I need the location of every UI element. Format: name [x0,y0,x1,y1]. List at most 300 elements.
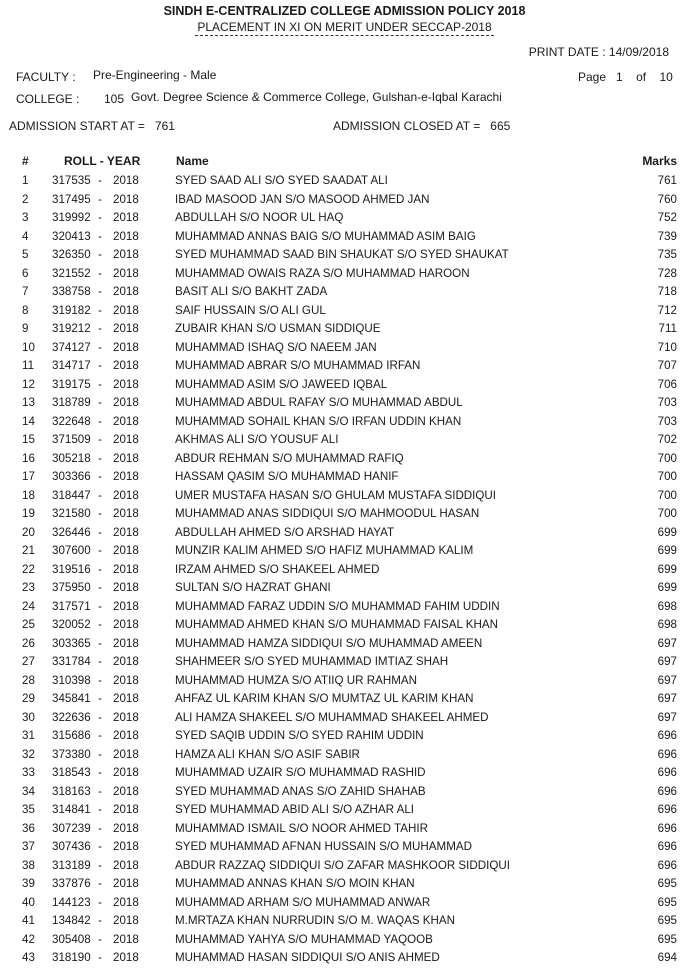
student-marks: 696 [657,784,677,798]
student-name: MUHAMMAD ISHAQ S/O NAEEM JAN [175,340,377,354]
student-name: HASSAM QASIM S/O MUHAMMAD HANIF [175,470,399,483]
row-number: 10 [22,340,35,354]
roll-year: 2018 [113,433,139,446]
column-header-marks: Marks [642,154,677,168]
student-name: SAIF HUSSAIN S/O ALI GUL [175,303,326,317]
roll-year: 2018 [113,710,139,724]
student-marks: 718 [657,285,677,298]
roll-number: 321580 [52,507,91,520]
roll-number: 318543 [52,766,91,779]
student-marks: 735 [657,248,677,261]
student-marks: 698 [657,618,677,631]
student-marks: 699 [657,562,677,576]
roll-year-separator: - [98,673,102,687]
roll-year-separator: - [98,858,102,872]
student-name: SULTAN S/O HAZRAT GHANI [175,581,331,594]
row-number: 3 [22,211,29,224]
row-number: 21 [22,544,35,557]
table-row [0,524,689,543]
roll-number: 320052 [52,618,91,631]
row-number: 14 [22,414,35,428]
roll-number: 303365 [52,636,91,650]
roll-year: 2018 [113,470,139,483]
roll-number: 319516 [52,562,91,576]
student-marks: 696 [657,858,677,872]
table-row [0,191,689,210]
roll-number: 317571 [52,599,91,613]
roll-number: 319175 [52,377,91,391]
roll-number: 317535 [52,174,91,187]
row-number: 29 [22,692,35,705]
roll-number: 134842 [52,914,91,927]
row-number: 28 [22,673,35,687]
roll-number: 313189 [52,858,91,872]
table-row [0,764,689,783]
student-name: AKHMAS ALI S/O YOUSUF ALI [175,433,339,446]
column-header-number: # [22,154,29,168]
page-label: Page [578,70,607,84]
roll-year-separator: - [98,692,102,705]
student-marks: 696 [657,729,677,742]
roll-year-separator: - [98,803,102,816]
roll-year-separator: - [98,488,102,502]
student-name: SYED MUHAMMAD ABID ALI S/O AZHAR ALI [175,803,415,816]
student-marks: 696 [657,840,677,853]
merit-list-table [0,172,689,968]
student-name: MUNZIR KALIM AHMED S/O HAFIZ MUHAMMAD KALIM [175,544,474,557]
roll-year-separator: - [98,266,102,280]
student-name: SYED MUHAMMAD SAAD BIN SHAUKAT S/O SYED SHAUKAT [175,248,509,261]
roll-year: 2018 [113,803,139,816]
page-total: 10 [659,70,673,84]
roll-number: 319182 [52,303,91,317]
faculty-label: FACULTY : [16,70,76,84]
roll-year: 2018 [113,729,139,742]
row-number: 34 [22,784,35,798]
roll-year-separator: - [98,877,102,890]
student-marks: 695 [657,932,677,946]
table-row [0,283,689,302]
student-marks: 703 [657,396,677,409]
table-row [0,450,689,469]
student-name: IRZAM AHMED S/O SHAKEEL AHMED [175,562,380,576]
row-number: 27 [22,655,35,668]
row-number: 2 [22,192,29,206]
table-row [0,542,689,561]
table-row [0,468,689,487]
roll-year: 2018 [113,414,139,428]
student-marks: 752 [657,211,677,224]
table-row [0,635,689,654]
table-row [0,783,689,802]
row-number: 25 [22,618,35,631]
student-marks: 695 [657,895,677,909]
student-name: ALI HAMZA SHAKEEL S/O MUHAMMAD SHAKEEL AHMED [175,710,489,724]
row-number: 6 [22,266,29,280]
student-name: SYED SAQIB UDDIN S/O SYED RAHIM UDDIN [175,729,424,742]
roll-number: 303366 [52,470,91,483]
roll-year-separator: - [98,840,102,853]
row-number: 38 [22,858,35,872]
row-number: 39 [22,877,35,890]
table-row [0,302,689,321]
roll-number: 307239 [52,821,91,835]
roll-year: 2018 [113,451,139,465]
roll-year: 2018 [113,618,139,631]
roll-number: 322636 [52,710,91,724]
table-row [0,653,689,672]
roll-year-separator: - [98,340,102,354]
student-marks: 697 [657,692,677,705]
student-name: MUHAMMAD HUMZA S/O ATIIQ UR RAHMAN [175,673,417,687]
student-name: MUHAMMAD ASIM S/O JAWEED IQBAL [175,377,388,391]
roll-number: 331784 [52,655,91,668]
page-indicator [578,70,673,84]
roll-number: 317495 [52,192,91,206]
student-name: UMER MUSTAFA HASAN S/O GHULAM MUSTAFA SIDDIQUI [175,488,497,502]
table-row [0,616,689,635]
roll-number: 318190 [52,951,91,964]
roll-year-separator: - [98,710,102,724]
table-row [0,357,689,376]
table-row [0,339,689,358]
student-name: ABDUR RAZZAQ SIDDIQUI S/O ZAFAR MASHKOOR SIDDIQUI [175,858,510,872]
roll-year-separator: - [98,581,102,594]
roll-year-separator: - [98,599,102,613]
row-number: 40 [22,895,35,909]
student-name: MUHAMMAD YAHYA S/O MUHAMMAD YAQOOB [175,932,433,946]
roll-year: 2018 [113,821,139,835]
table-row [0,579,689,598]
row-number: 18 [22,488,35,502]
roll-year-separator: - [98,784,102,798]
student-marks: 695 [657,914,677,927]
faculty-value: Pre-Engineering - Male [93,68,217,82]
student-marks: 698 [657,599,677,613]
row-number: 19 [22,507,35,520]
row-number: 16 [22,451,35,465]
row-number: 4 [22,229,29,243]
roll-year-separator: - [98,895,102,909]
roll-year: 2018 [113,211,139,224]
student-name: MUHAMMAD ANNAS KHAN S/O MOIN KHAN [175,877,415,890]
roll-year-separator: - [98,821,102,835]
roll-year: 2018 [113,525,139,539]
row-number: 41 [22,914,35,927]
student-marks: 761 [657,174,677,187]
row-number: 12 [22,377,35,391]
roll-number: 321552 [52,266,91,280]
roll-year-separator: - [98,618,102,631]
student-marks: 706 [657,377,677,391]
student-marks: 710 [657,340,677,354]
table-row [0,727,689,746]
table-row [0,912,689,931]
table-row [0,820,689,839]
roll-number: 305218 [52,451,91,465]
roll-year-separator: - [98,914,102,927]
roll-year-separator: - [98,747,102,761]
student-name: MUHAMMAD AHMED KHAN S/O MUHAMMAD FAISAL KHAN [175,618,498,631]
student-name: MUHAMMAD ABRAR S/O MUHAMMAD IRFAN [175,359,421,372]
table-row [0,801,689,820]
table-row [0,931,689,950]
roll-year: 2018 [113,340,139,354]
roll-year-separator: - [98,396,102,409]
table-row [0,690,689,709]
roll-year: 2018 [113,858,139,872]
table-row [0,672,689,691]
admission-start: ADMISSION START AT = 761 [9,119,175,133]
roll-year: 2018 [113,174,139,187]
row-number: 24 [22,599,35,613]
student-marks: 697 [657,655,677,668]
student-marks: 697 [657,673,677,687]
roll-year-separator: - [98,229,102,243]
row-number: 9 [22,322,29,335]
table-row [0,838,689,857]
row-number: 17 [22,470,35,483]
roll-number: 305408 [52,932,91,946]
roll-year-separator: - [98,470,102,483]
roll-year: 2018 [113,636,139,650]
document-title: SINDH E-CENTRALIZED COLLEGE ADMISSION POLICY 2018 [163,4,526,18]
student-marks: 700 [657,488,677,502]
student-marks: 728 [657,266,677,280]
table-row [0,875,689,894]
table-row [0,265,689,284]
table-row [0,246,689,265]
roll-year-separator: - [98,636,102,650]
student-name: ABDULLAH S/O NOOR UL HAQ [175,211,344,224]
roll-year: 2018 [113,840,139,853]
student-marks: 700 [657,470,677,483]
row-number: 37 [22,840,35,853]
table-row [0,949,689,968]
student-name: MUHAMMAD ANNAS BAIG S/O MUHAMMAD ASIM BAIG [175,229,476,243]
row-number: 30 [22,710,35,724]
student-marks: 707 [657,359,677,372]
roll-year: 2018 [113,914,139,927]
roll-number: 307436 [52,840,91,853]
table-row [0,431,689,450]
student-marks: 699 [657,581,677,594]
roll-year: 2018 [113,581,139,594]
roll-year-separator: - [98,932,102,946]
roll-year-separator: - [98,655,102,668]
roll-number: 371509 [52,433,91,446]
roll-number: 318447 [52,488,91,502]
student-name: MUHAMMAD HAMZA SIDDIQUI S/O MUHAMMAD AMEEN [175,636,483,650]
row-number: 8 [22,303,29,317]
student-name: MUHAMMAD OWAIS RAZA S/O MUHAMMAD HAROON [175,266,470,280]
roll-year-separator: - [98,414,102,428]
student-marks: 700 [657,451,677,465]
roll-year: 2018 [113,488,139,502]
student-name: ZUBAIR KHAN S/O USMAN SIDDIQUE [175,322,381,335]
roll-number: 373380 [52,747,91,761]
roll-number: 144123 [52,895,91,909]
student-marks: 696 [657,821,677,835]
column-header-roll-year: ROLL - YEAR [64,154,141,168]
roll-number: 326446 [52,525,91,539]
row-number: 42 [22,932,35,946]
roll-year: 2018 [113,692,139,705]
table-row [0,209,689,228]
college-code: 105 [104,92,125,106]
roll-year: 2018 [113,766,139,779]
row-number: 23 [22,581,35,594]
student-name: MUHAMMAD ANAS SIDDIQUI S/O MAHMOODUL HASAN [175,507,480,520]
roll-number: 318789 [52,396,91,409]
roll-year: 2018 [113,747,139,761]
student-name: SYED SAAD ALI S/O SYED SAADAT ALI [175,174,388,187]
table-row [0,857,689,876]
roll-year: 2018 [113,229,139,243]
table-row [0,394,689,413]
table-row [0,894,689,913]
roll-year: 2018 [113,655,139,668]
student-name: MUHAMMAD ABDUL RAFAY S/O MUHAMMAD ABDUL [175,396,463,409]
roll-year: 2018 [113,396,139,409]
roll-number: 375950 [52,581,91,594]
student-name: HAMZA ALI KHAN S/O ASIF SABIR [175,747,360,761]
roll-year: 2018 [113,322,139,335]
row-number: 7 [22,285,29,298]
roll-year-separator: - [98,322,102,335]
roll-number: 337876 [52,877,91,890]
roll-year: 2018 [113,507,139,520]
row-number: 11 [22,359,35,372]
student-name: MUHAMMAD FARAZ UDDIN S/O MUHAMMAD FAHIM UDDIN [175,599,500,613]
roll-year: 2018 [113,359,139,372]
page-of: of [636,70,647,84]
student-marks: 697 [657,710,677,724]
roll-number: 320413 [52,229,91,243]
table-row [0,487,689,506]
row-number: 32 [22,747,35,761]
table-row [0,413,689,432]
roll-year: 2018 [113,562,139,576]
student-name: M.MRTAZA KHAN NURRUDIN S/O M. WAQAS KHAN [175,914,455,927]
student-marks: 703 [657,414,677,428]
row-number: 36 [22,821,35,835]
student-name: AHFAZ UL KARIM KHAN S/O MUMTAZ UL KARIM KHAN [175,692,474,705]
table-row [0,228,689,247]
roll-year: 2018 [113,784,139,798]
roll-year-separator: - [98,377,102,391]
student-marks: 699 [657,544,677,557]
row-number: 5 [22,248,29,261]
roll-year: 2018 [113,192,139,206]
student-name: MUHAMMAD ARHAM S/O MUHAMMAD ANWAR [175,895,431,909]
roll-year-separator: - [98,359,102,372]
table-row [0,709,689,728]
roll-year: 2018 [113,599,139,613]
roll-year: 2018 [113,673,139,687]
college-label: COLLEGE : [16,92,80,106]
column-header-name: Name [176,154,209,168]
student-name: ABDUR REHMAN S/O MUHAMMAD RAFIQ [175,451,404,465]
student-marks: 739 [657,229,677,243]
roll-number: 338758 [52,285,91,298]
student-marks: 696 [657,803,677,816]
student-name: MUHAMMAD SOHAIL KHAN S/O IRFAN UDDIN KHAN [175,414,462,428]
roll-year-separator: - [98,507,102,520]
student-marks: 711 [658,322,677,335]
roll-year: 2018 [113,248,139,261]
table-row [0,376,689,395]
roll-number: 314841 [52,803,91,816]
student-name: SYED MUHAMMAD ANAS S/O ZAHID SHAHAB [175,784,426,798]
student-marks: 695 [657,877,677,890]
student-marks: 699 [657,525,677,539]
roll-year-separator: - [98,303,102,317]
row-number: 35 [22,803,35,816]
roll-year: 2018 [113,932,139,946]
row-number: 31 [22,729,35,742]
student-marks: 696 [657,747,677,761]
roll-year-separator: - [98,248,102,261]
roll-number: 318163 [52,784,91,798]
roll-year-separator: - [98,285,102,298]
student-name: MUHAMMAD HASAN SIDDIQUI S/O ANIS AHMED [175,951,440,964]
page-current: 1 [616,70,623,84]
roll-number: 374127 [52,340,91,354]
student-name: ABDULLAH AHMED S/O ARSHAD HAYAT [175,525,395,539]
table-row [0,172,689,191]
roll-year: 2018 [113,377,139,391]
row-number: 33 [22,766,35,779]
student-marks: 700 [657,507,677,520]
roll-number: 319212 [52,322,91,335]
table-row [0,505,689,524]
roll-year-separator: - [98,951,102,964]
roll-year-separator: - [98,433,102,446]
print-date: PRINT DATE : 14/09/2018 [528,45,669,59]
roll-year: 2018 [113,285,139,298]
table-row [0,746,689,765]
student-marks: 696 [657,766,677,779]
roll-year-separator: - [98,544,102,557]
admission-closed: ADMISSION CLOSED AT = 665 [333,119,511,133]
row-number: 22 [22,562,35,576]
roll-year: 2018 [113,951,139,964]
student-name: SYED MUHAMMAD AFNAN HUSSAIN S/O MUHAMMAD [175,840,472,853]
roll-year: 2018 [113,544,139,557]
row-number: 13 [22,396,35,409]
roll-year: 2018 [113,895,139,909]
student-name: BASIT ALI S/O BAKHT ZADA [175,285,328,298]
roll-year: 2018 [113,877,139,890]
row-number: 1 [22,174,29,187]
student-marks: 760 [657,192,677,206]
row-number: 43 [22,951,35,964]
roll-year-separator: - [98,766,102,779]
roll-year-separator: - [98,211,102,224]
student-marks: 702 [657,433,677,446]
roll-year-separator: - [98,192,102,206]
table-row [0,561,689,580]
roll-year: 2018 [113,303,139,317]
roll-year-separator: - [98,451,102,465]
roll-number: 345841 [52,692,91,705]
student-name: SHAHMEER S/O SYED MUHAMMAD IMTIAZ SHAH [175,655,449,668]
roll-year-separator: - [98,174,102,187]
roll-number: 315686 [52,729,91,742]
row-number: 26 [22,636,35,650]
roll-number: 319992 [52,211,91,224]
